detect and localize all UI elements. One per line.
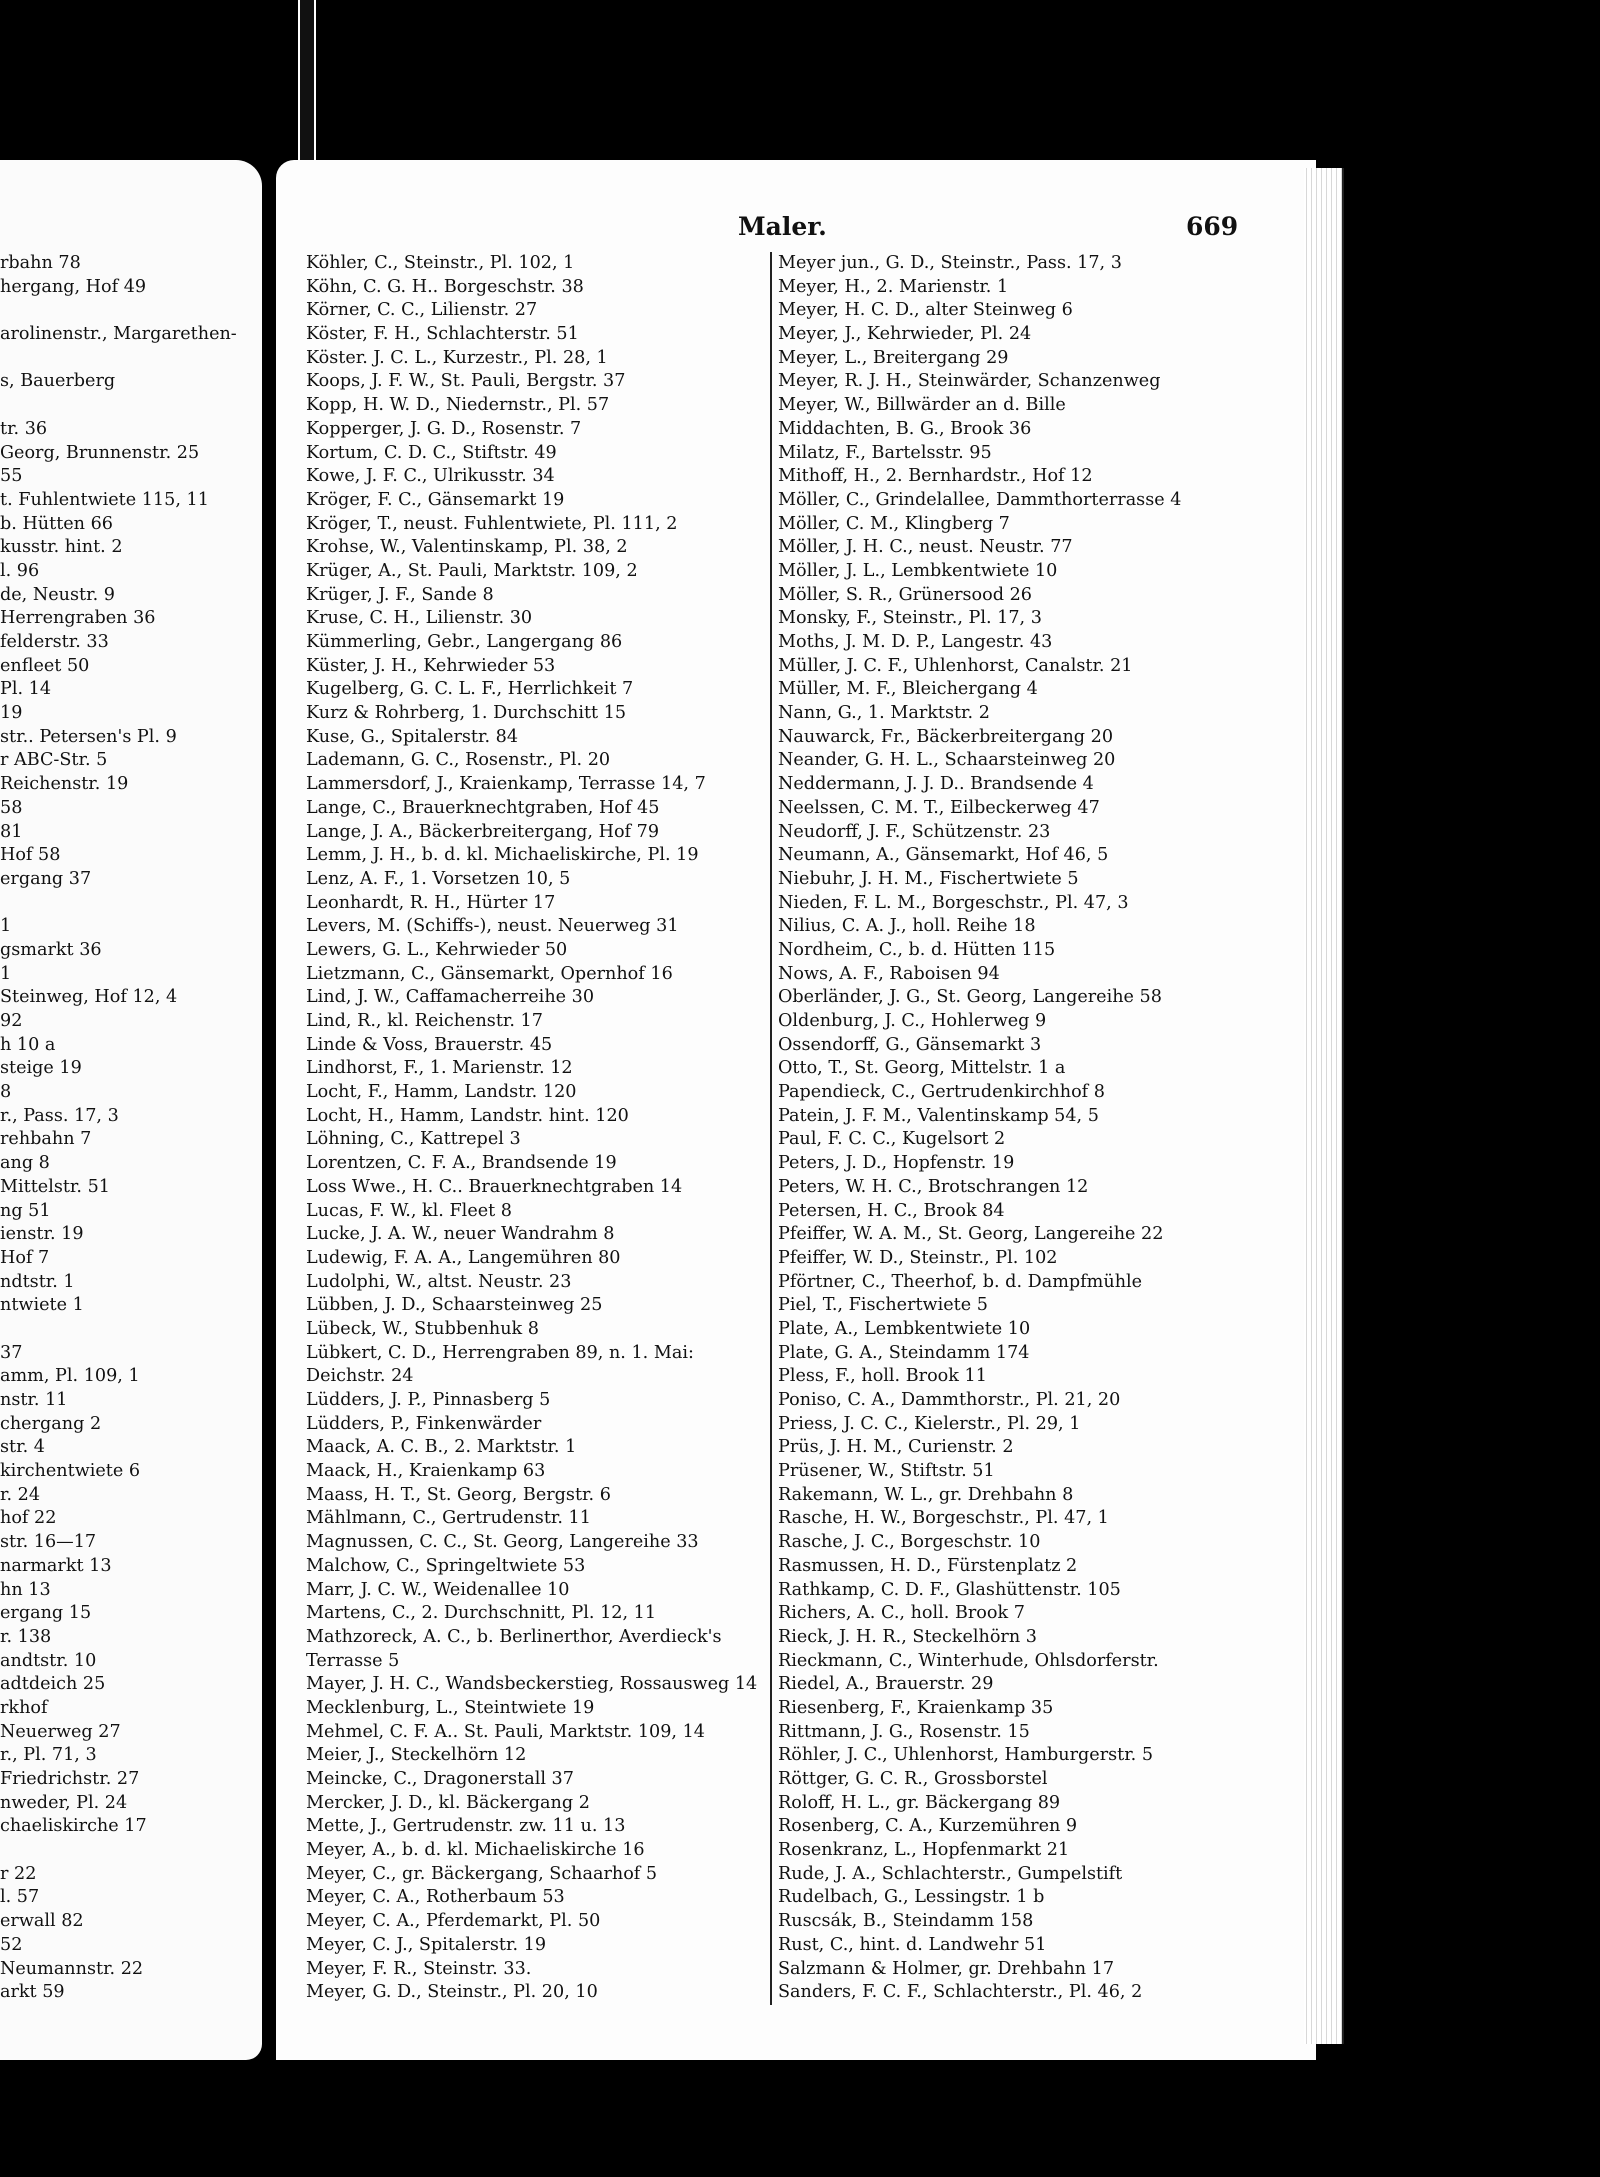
directory-column-right <box>770 252 1310 2005</box>
directory-entry: Moths, J. M. D. P., Langestr. 43 <box>778 632 1053 652</box>
left-page-line: 55 <box>0 466 23 487</box>
directory-entry: Riesenberg, F., Kraienkamp 35 <box>778 1697 1054 1718</box>
directory-entry: Piel, T., Fischertwiete 5 <box>778 1295 988 1316</box>
left-page-line: Neumannstr. 22 <box>0 1958 144 1979</box>
left-page-line: ntwiete 1 <box>0 1295 84 1316</box>
directory-entry: Mehmel, C. F. A.. St. Pauli, Marktstr. 109, 14 <box>306 1721 705 1742</box>
directory-entry: Meier, J., Steckelhörn 12 <box>306 1745 527 1766</box>
directory-entry: Mercker, J. D., kl. Bäckergang 2 <box>306 1792 590 1813</box>
left-page-line: r 22 <box>0 1863 37 1884</box>
left-page-line: str. 4 <box>0 1437 45 1458</box>
left-page-line: l. 57 <box>0 1887 40 1908</box>
directory-entry: Otto, T., St. Georg, Mittelstr. 1 a <box>778 1058 1066 1079</box>
left-page-line: de, Neustr. 9 <box>0 584 115 605</box>
left-page-line <box>0 347 258 371</box>
directory-entry: Pfeiffer, W. D., Steinstr., Pl. 102 <box>778 1247 1058 1268</box>
directory-entry: Plate, G. A., Steindamm 174 <box>778 1342 1030 1363</box>
directory-entry: Körner, C. C., Lilienstr. 27 <box>306 300 538 321</box>
directory-entry: Nieden, F. L. M., Borgeschstr., Pl. 47, 3 <box>778 892 1129 913</box>
directory-entry: Lind, R., kl. Reichenstr. 17 <box>306 1011 543 1031</box>
directory-entry: Lammersdorf, J., Kraienkamp, Terrasse 14, 7 <box>306 774 706 795</box>
left-page-line: amm, Pl. 109, 1 <box>0 1366 140 1387</box>
directory-entry: Kowe, J. F. C., Ulrikusstr. 34 <box>306 466 555 487</box>
directory-entry: Lorentzen, C. F. A., Brandsende 19 <box>306 1153 617 1174</box>
left-page-line: 52 <box>0 1934 23 1955</box>
left-page-line: ndtstr. 1 <box>0 1271 75 1292</box>
left-page-line: Hof 7 <box>0 1247 50 1268</box>
directory-entry: Lindhorst, F., 1. Marienstr. 12 <box>306 1058 573 1079</box>
directory-entry: Krohse, W., Valentinskamp, Pl. 38, 2 <box>306 537 628 558</box>
left-page-line: 1 <box>0 916 12 937</box>
left-page-line: 92 <box>0 1011 23 1031</box>
left-page-line <box>0 394 258 418</box>
directory-entry: Meyer, G. D., Steinstr., Pl. 20, 10 <box>306 1982 598 2003</box>
left-page-line: adtdeich 25 <box>0 1674 106 1695</box>
directory-entry: Roloff, H. L., gr. Bäckergang 89 <box>778 1792 1061 1813</box>
left-page-line: Hof 58 <box>0 845 61 866</box>
directory-entry: Marr, J. C. W., Weidenallee 10 <box>306 1579 570 1600</box>
left-page-line <box>0 299 258 323</box>
directory-entry: Locht, F., Hamm, Landstr. 120 <box>306 1082 577 1103</box>
left-page-line: ergang 15 <box>0 1603 92 1624</box>
directory-entry: Neander, G. H. L., Schaarsteinweg 20 <box>778 750 1116 771</box>
left-page-line: 37 <box>0 1342 23 1363</box>
directory-entry: Köhn, C. G. H.. Borgeschstr. 38 <box>306 276 584 297</box>
directory-entry: Mecklenburg, L., Steintwiete 19 <box>306 1697 595 1718</box>
left-page-line: rkhof <box>0 1697 48 1718</box>
directory-entry: Meyer jun., G. D., Steinstr., Pass. 17, 3 <box>778 253 1122 273</box>
left-page-line <box>0 1839 258 1863</box>
left-page-line: nstr. 11 <box>0 1390 68 1410</box>
directory-entry: Köster, F. H., Schlachterstr. 51 <box>306 324 579 345</box>
directory-entry: Loss Wwe., H. C.. Brauerknechtgraben 14 <box>306 1176 683 1197</box>
left-page-line: h 10 a <box>0 1034 56 1055</box>
directory-entry: Köhler, C., Steinstr., Pl. 102, 1 <box>306 253 575 273</box>
directory-entry: Milatz, F., Bartelsstr. 95 <box>778 442 992 463</box>
directory-entry: Lietzmann, C., Gänsemarkt, Opernhof 16 <box>306 963 673 984</box>
directory-entry: Rosenkranz, L., Hopfenmarkt 21 <box>778 1840 1070 1861</box>
directory-entry: Niebuhr, J. H. M., Fischertwiete 5 <box>778 868 1079 889</box>
directory-entry: Möller, J. H. C., neust. Neustr. 77 <box>778 537 1073 558</box>
directory-entry: Poniso, C. A., Dammthorstr., Pl. 21, 20 <box>778 1390 1121 1410</box>
left-page-line: Steinweg, Hof 12, 4 <box>0 987 178 1008</box>
directory-entry: Ossendorff, G., Gänsemarkt 3 <box>778 1034 1042 1055</box>
directory-entry: Nordheim, C., b. d. Hütten 115 <box>778 939 1056 960</box>
directory-entry: Pfeiffer, W. A. M., St. Georg, Langereihe 22 <box>778 1224 1164 1245</box>
directory-entry: Meincke, C., Dragonerstall 37 <box>306 1769 574 1789</box>
directory-entry: Mathzoreck, A. C., b. Berlinerthor, Averdieck's <box>306 1626 722 1647</box>
directory-entry: Kröger, F. C., Gänsemarkt 19 <box>306 489 565 510</box>
directory-entry: Mayer, J. H. C., Wandsbeckerstieg, Rossausweg 14 <box>306 1674 758 1695</box>
left-page-line: r. 138 <box>0 1626 52 1647</box>
left-page-line: nweder, Pl. 24 <box>0 1792 128 1813</box>
left-page-line <box>0 1318 258 1342</box>
left-page-line: hergang, Hof 49 <box>0 276 147 297</box>
directory-entry: Lewers, G. L., Kehrwieder 50 <box>306 939 568 960</box>
directory-entry: Koops, J. F. W., St. Pauli, Bergstr. 37 <box>306 371 626 392</box>
directory-entry: Krüger, J. F., Sande 8 <box>306 584 494 605</box>
left-page-line: 19 <box>0 703 23 724</box>
directory-entry: Müller, M. F., Bleichergang 4 <box>778 679 1038 700</box>
left-page-line: arkt 59 <box>0 1982 65 2003</box>
directory-entry: Petersen, H. C., Brook 84 <box>778 1200 1005 1221</box>
left-page-line: chaeliskirche 17 <box>0 1816 147 1837</box>
directory-entry: Rude, J. A., Schlachterstr., Gumpelstift <box>778 1863 1123 1884</box>
directory-entry: Röhler, J. C., Uhlenhorst, Hamburgerstr. 5 <box>778 1745 1154 1766</box>
directory-entry: Pförtner, C., Theerhof, b. d. Dampfmühle <box>778 1271 1143 1292</box>
directory-column-left <box>306 252 768 2005</box>
directory-entry: Oberländer, J. G., St. Georg, Langereihe 58 <box>778 987 1162 1008</box>
directory-entry: Monsky, F., Steinstr., Pl. 17, 3 <box>778 608 1042 629</box>
directory-entry: Rasmussen, H. D., Fürstenplatz 2 <box>778 1555 1078 1576</box>
left-page-line: r ABC-Str. 5 <box>0 750 108 771</box>
directory-entry: Neddermann, J. J. D.. Brandsende 4 <box>778 774 1094 795</box>
left-page-line: 8 <box>0 1082 12 1103</box>
directory-entry: Linde & Voss, Brauerstr. 45 <box>306 1034 553 1055</box>
left-page-line: Georg, Brunnenstr. 25 <box>0 442 200 463</box>
directory-entry: Meyer, C., gr. Bäckergang, Schaarhof 5 <box>306 1863 658 1884</box>
directory-entry: Meyer, J., Kehrwieder, Pl. 24 <box>778 324 1032 345</box>
left-page-line: r. 24 <box>0 1484 41 1505</box>
directory-entry: Kopp, H. W. D., Niedernstr., Pl. 57 <box>306 395 610 416</box>
directory-entry: Rudelbach, G., Lessingstr. 1 b <box>778 1887 1045 1908</box>
left-page-line: 81 <box>0 821 23 842</box>
directory-entry: Riedel, A., Brauerstr. 29 <box>778 1674 994 1695</box>
directory-entry: Maack, H., Kraienkamp 63 <box>306 1461 546 1482</box>
directory-entry: Kurz & Rohrberg, 1. Durchschitt 15 <box>306 703 627 724</box>
directory-entry: Richers, A. C., holl. Brook 7 <box>778 1603 1025 1624</box>
left-page-line: kirchentwiete 6 <box>0 1461 141 1482</box>
page-edge <box>1304 168 1344 2044</box>
directory-entry: Rieckmann, C., Winterhude, Ohlsdorferstr. <box>778 1650 1159 1671</box>
page-title: Maler. <box>738 212 827 241</box>
directory-entry: Nauwarck, Fr., Bäckerbreitergang 20 <box>778 726 1114 747</box>
directory-entry: Maack, A. C. B., 2. Marktstr. 1 <box>306 1437 577 1458</box>
directory-entry: Lübben, J. D., Schaarsteinweg 25 <box>306 1295 603 1316</box>
directory-entry: Röttger, G. C. R., Grossborstel <box>778 1769 1048 1789</box>
left-page-line: b. Hütten 66 <box>0 513 113 534</box>
directory-entry: Lenz, A. F., 1. Vorsetzen 10, 5 <box>306 868 571 889</box>
directory-entry: Kuse, G., Spitalerstr. 84 <box>306 726 519 747</box>
directory-entry: Löhning, C., Kattrepel 3 <box>306 1129 521 1150</box>
directory-entry: Terrasse 5 <box>306 1650 400 1671</box>
directory-entry: Lademann, G. C., Rosenstr., Pl. 20 <box>306 750 611 771</box>
left-page-line: 58 <box>0 797 23 818</box>
directory-entry: Malchow, C., Springeltwiete 53 <box>306 1555 586 1576</box>
directory-entry: Rasche, H. W., Borgeschstr., Pl. 47, 1 <box>778 1508 1109 1529</box>
left-page-line: r., Pl. 71, 3 <box>0 1745 97 1766</box>
directory-entry: Kopperger, J. G. D., Rosenstr. 7 <box>306 418 582 439</box>
page-number: 669 <box>1186 212 1239 241</box>
book-gutter <box>262 160 276 2060</box>
directory-entry: Neelssen, C. M. T., Eilbeckerweg 47 <box>778 797 1100 818</box>
directory-entry: Pless, F., holl. Brook 11 <box>778 1366 987 1387</box>
directory-entry: Rasche, J. C., Borgeschstr. 10 <box>778 1532 1041 1553</box>
directory-entry: Peters, W. H. C., Brotschrangen 12 <box>778 1176 1089 1197</box>
left-page-line: Friedrichstr. 27 <box>0 1769 140 1789</box>
left-page-line: str.. Petersen's Pl. 9 <box>0 726 177 747</box>
directory-entry: Patein, J. F. M., Valentinskamp 54, 5 <box>778 1105 1099 1126</box>
directory-entry: Ludolphi, W., altst. Neustr. 23 <box>306 1271 572 1292</box>
left-page-line: ienstr. 19 <box>0 1224 84 1245</box>
directory-entry: Prüsener, W., Stiftstr. 51 <box>778 1461 995 1482</box>
directory-entry: Müller, J. C. F., Uhlenhorst, Canalstr. 21 <box>778 655 1133 676</box>
directory-entry: Kortum, C. D. C., Stiftstr. 49 <box>306 442 557 463</box>
directory-entry: Kruse, C. H., Lilienstr. 30 <box>306 608 533 629</box>
directory-entry: Paul, F. C. C., Kugelsort 2 <box>778 1129 1006 1150</box>
directory-entry: Mithoff, H., 2. Bernhardstr., Hof 12 <box>778 466 1093 487</box>
directory-entry: Möller, S. R., Grünersood 26 <box>778 584 1032 605</box>
left-page-line: Pl. 14 <box>0 679 52 700</box>
directory-entry: Lucas, F. W., kl. Fleet 8 <box>306 1200 512 1221</box>
directory-entry: Meyer, C. A., Rotherbaum 53 <box>306 1887 565 1908</box>
directory-entry: Lüdders, P., Finkenwärder <box>306 1413 542 1434</box>
directory-entry: Ruscsák, B., Steindamm 158 <box>778 1911 1034 1932</box>
directory-entry: Lemm, J. H., b. d. kl. Michaeliskirche, Pl. 19 <box>306 845 699 866</box>
directory-entry: Rieck, J. H. R., Steckelhörn 3 <box>778 1626 1037 1647</box>
left-page-line: rehbahn 7 <box>0 1129 92 1150</box>
left-page-line: tr. 36 <box>0 418 48 439</box>
directory-entry: Nows, A. F., Raboisen 94 <box>778 963 1000 984</box>
left-page-line: Herrengraben 36 <box>0 608 156 629</box>
directory-entry: Deichstr. 24 <box>306 1366 414 1387</box>
directory-entry: Martens, C., 2. Durchschnitt, Pl. 12, 11 <box>306 1603 657 1624</box>
binding-tape <box>298 0 316 170</box>
directory-entry: Oldenburg, J. C., Hohlerweg 9 <box>778 1011 1047 1031</box>
left-page-line: kusstr. hint. 2 <box>0 537 123 558</box>
left-page-line: str. 16—17 <box>0 1532 97 1553</box>
left-page-line: narmarkt 13 <box>0 1555 112 1576</box>
directory-entry: Meyer, F. R., Steinstr. 33. <box>306 1958 532 1979</box>
directory-entry: Lüdders, J. P., Pinnasberg 5 <box>306 1390 551 1410</box>
directory-entry: Levers, M. (Schiffs-), neust. Neuerweg 31 <box>306 916 679 937</box>
directory-entry: Neumann, A., Gänsemarkt, Hof 46, 5 <box>778 845 1109 866</box>
left-page-column <box>0 252 258 2005</box>
directory-entry: Rosenberg, C. A., Kurzemühren 9 <box>778 1816 1078 1837</box>
left-page-line: ergang 37 <box>0 868 92 889</box>
left-page-line: hn 13 <box>0 1579 51 1600</box>
directory-entry: Rittmann, J. G., Rosenstr. 15 <box>778 1721 1030 1742</box>
directory-entry: Rust, C., hint. d. Landwehr 51 <box>778 1934 1047 1955</box>
directory-entry: Lübeck, W., Stubbenhuk 8 <box>306 1318 540 1339</box>
directory-entry: Nann, G., 1. Marktstr. 2 <box>778 703 990 724</box>
directory-entry: Rakemann, W. L., gr. Drehbahn 8 <box>778 1484 1074 1505</box>
directory-entry: Meyer, W., Billwärder an d. Bille <box>778 395 1066 416</box>
directory-entry: Lind, J. W., Caffamacherreihe 30 <box>306 987 595 1008</box>
directory-entry: Kugelberg, G. C. L. F., Herrlichkeit 7 <box>306 679 634 700</box>
directory-entry: Middachten, B. G., Brook 36 <box>778 418 1032 439</box>
scan-background <box>0 0 1600 160</box>
directory-entry: Lübkert, C. D., Herrengraben 89, n. 1. Mai: <box>306 1342 694 1363</box>
directory-entry: Neudorff, J. F., Schützenstr. 23 <box>778 821 1051 842</box>
left-page-line: Mittelstr. 51 <box>0 1176 110 1197</box>
directory-entry: Möller, C. M., Klingberg 7 <box>778 513 1010 534</box>
directory-entry: Möller, J. L., Lembkentwiete 10 <box>778 560 1058 581</box>
directory-entry: Rathkamp, C. D. F., Glashüttenstr. 105 <box>778 1579 1121 1600</box>
left-page-line: 1 <box>0 963 12 984</box>
left-page-line: steige 19 <box>0 1058 82 1079</box>
directory-entry: Meyer, C. J., Spitalerstr. 19 <box>306 1934 547 1955</box>
left-page-line: t. Fuhlentwiete 115, 11 <box>0 489 209 510</box>
left-page-line: enfleet 50 <box>0 655 90 676</box>
left-page-line: l. 96 <box>0 560 40 581</box>
left-page-line: erwall 82 <box>0 1911 84 1932</box>
directory-entry: Kröger, T., neust. Fuhlentwiete, Pl. 111, 2 <box>306 513 678 534</box>
directory-entry: Priess, J. C. C., Kielerstr., Pl. 29, 1 <box>778 1413 1081 1434</box>
directory-entry: Krüger, A., St. Pauli, Marktstr. 109, 2 <box>306 560 638 581</box>
directory-entry: Meyer, A., b. d. kl. Michaeliskirche 16 <box>306 1840 645 1861</box>
left-page-line: r., Pass. 17, 3 <box>0 1105 119 1126</box>
directory-entry: Mette, J., Gertrudenstr. zw. 11 u. 13 <box>306 1816 626 1837</box>
left-page-line: arolinenstr., Margarethen- <box>0 324 237 345</box>
directory-entry: Salzmann & Holmer, gr. Drehbahn 17 <box>778 1958 1115 1979</box>
directory-entry: Küster, J. H., Kehrwieder 53 <box>306 655 556 676</box>
directory-entry: Mählmann, C., Gertrudenstr. 11 <box>306 1508 591 1529</box>
directory-entry: Meyer, L., Breitergang 29 <box>778 347 1009 368</box>
directory-entry: Möller, C., Grindelallee, Dammthorterrasse 4 <box>778 489 1182 510</box>
directory-entry: Lange, C., Brauerknechtgraben, Hof 45 <box>306 797 660 818</box>
left-page-line: rbahn 78 <box>0 253 81 273</box>
directory-entry: Plate, A., Lembkentwiete 10 <box>778 1318 1031 1339</box>
directory-entry: Meyer, H., 2. Marienstr. 1 <box>778 276 1009 297</box>
directory-entry: Magnussen, C. C., St. Georg, Langereihe 33 <box>306 1532 699 1553</box>
left-page-line: ang 8 <box>0 1153 50 1174</box>
directory-entry: Ludewig, F. A. A., Langemühren 80 <box>306 1247 621 1268</box>
left-page-line: Reichenstr. 19 <box>0 774 129 795</box>
directory-entry: Meyer, R. J. H., Steinwärder, Schanzenweg <box>778 371 1161 392</box>
directory-entry: Lange, J. A., Bäckerbreitergang, Hof 79 <box>306 821 660 842</box>
left-page-line: andtstr. 10 <box>0 1650 97 1671</box>
directory-entry: Sanders, F. C. F., Schlachterstr., Pl. 46, 2 <box>778 1982 1143 2003</box>
left-page-line <box>0 892 258 916</box>
left-page-line: gsmarkt 36 <box>0 939 102 960</box>
directory-entry: Meyer, H. C. D., alter Steinweg 6 <box>778 300 1073 321</box>
directory-entry: Prüs, J. H. M., Curienstr. 2 <box>778 1437 1014 1458</box>
left-page <box>0 160 262 2060</box>
left-page-line: Neuerweg 27 <box>0 1721 121 1742</box>
directory-entry: Leonhardt, R. H., Hürter 17 <box>306 892 556 913</box>
left-page-line: hof 22 <box>0 1508 57 1529</box>
left-page-line: chergang 2 <box>0 1413 102 1434</box>
left-page-line: felderstr. 33 <box>0 632 109 652</box>
directory-entry: Kümmerling, Gebr., Langergang 86 <box>306 632 623 652</box>
directory-entry: Maass, H. T., St. Georg, Bergstr. 6 <box>306 1484 611 1505</box>
directory-entry: Locht, H., Hamm, Landstr. hint. 120 <box>306 1105 629 1126</box>
left-page-line: ng 51 <box>0 1200 51 1221</box>
directory-entry: Lucke, J. A. W., neuer Wandrahm 8 <box>306 1224 615 1245</box>
directory-entry: Köster. J. C. L., Kurzestr., Pl. 28, 1 <box>306 347 608 368</box>
directory-entry: Peters, J. D., Hopfenstr. 19 <box>778 1153 1015 1174</box>
directory-entry: Papendieck, C., Gertrudenkirchhof 8 <box>778 1082 1105 1103</box>
directory-entry: Nilius, C. A. J., holl. Reihe 18 <box>778 916 1036 937</box>
left-page-line: s, Bauerberg <box>0 371 116 392</box>
directory-entry: Meyer, C. A., Pferdemarkt, Pl. 50 <box>306 1911 601 1932</box>
